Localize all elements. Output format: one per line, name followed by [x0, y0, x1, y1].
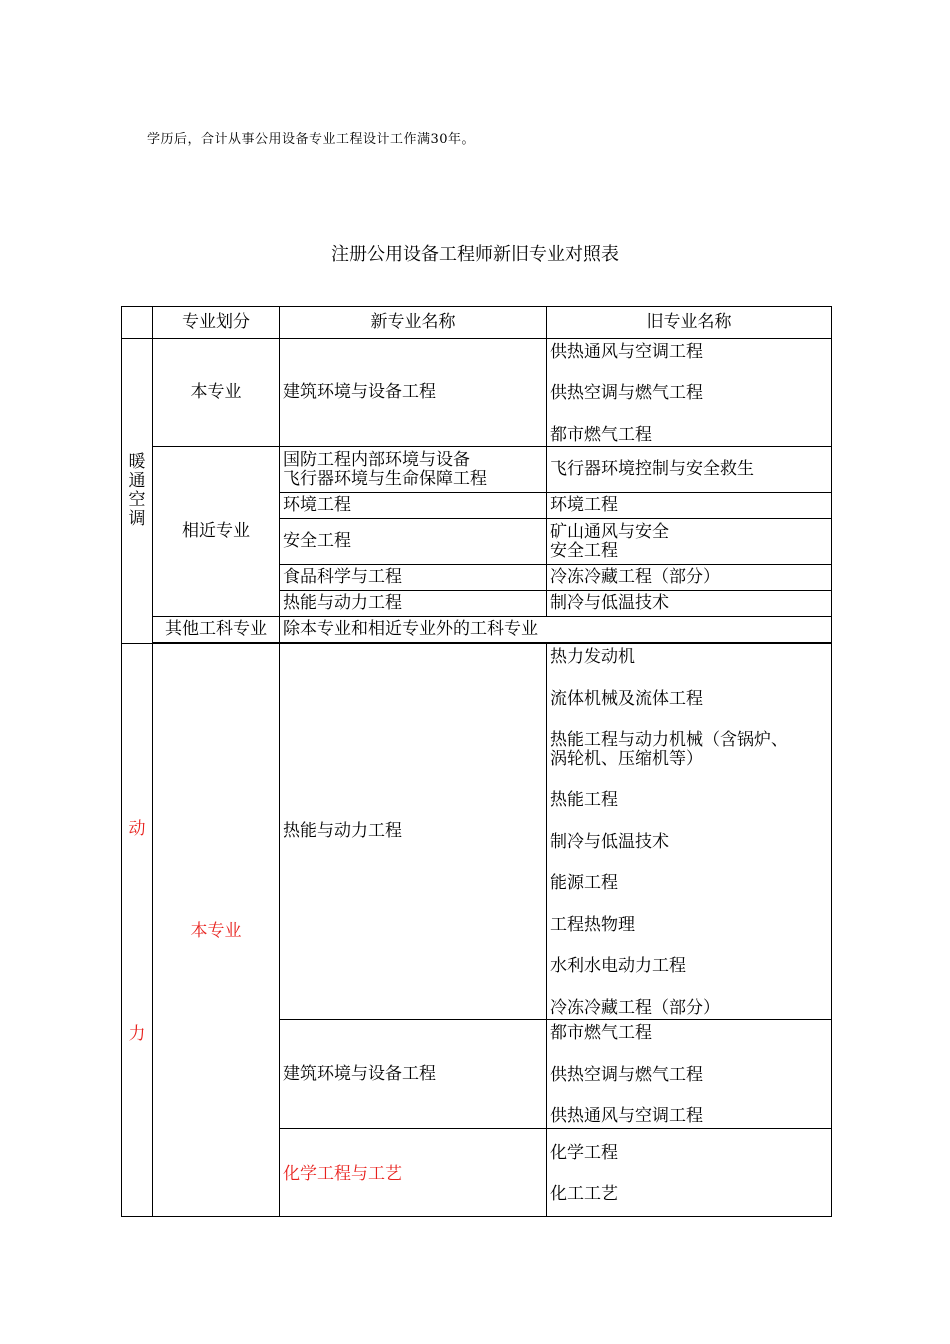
new-name-cell [280, 447, 547, 493]
intro-text: 学历后，合计从事公用设备专业工程设计工作满30年。 [147, 132, 476, 147]
table-header-row [122, 307, 832, 339]
new-name-cell: 建筑环境与设备工程 [280, 339, 547, 447]
table-row [122, 617, 832, 643]
old-name-cell [547, 519, 832, 565]
old-name-item: 工程热物理 [550, 914, 635, 935]
old-name-item: 供热通风与空调工程 [550, 341, 703, 362]
new-name-cell: 化学工程与工艺 [280, 1129, 547, 1217]
old-name-item: 能源工程 [550, 873, 618, 894]
group-power [122, 644, 153, 1217]
group-char: 力 [128, 1024, 146, 1044]
old-name-cell: 制冷与低温技术 [547, 591, 832, 617]
table-row [122, 447, 832, 493]
group-hvac [122, 339, 153, 644]
old-name-item: 冷冻冷藏工程（部分） [550, 997, 720, 1018]
header-new-name: 新专业名称 [280, 307, 547, 339]
old-name-item: 水利水电动力工程 [550, 956, 686, 977]
group-char: 通 [128, 471, 146, 491]
old-name-cell [547, 339, 832, 447]
old-name-item: 供热空调与燃气工程 [550, 1064, 703, 1085]
old-name-line: 安全工程 [550, 540, 618, 561]
division-power-this-major: 本专业 [153, 644, 280, 1217]
old-name-cell [547, 1129, 832, 1217]
header-old-name: 旧专业名称 [547, 307, 832, 339]
new-name-cell: 安全工程 [280, 519, 547, 565]
old-name-item: 都市燃气工程 [550, 1023, 652, 1043]
table-row [122, 644, 832, 1020]
new-name-cell: 热能与动力工程 [280, 644, 547, 1020]
old-name-item: 流体机械及流体工程 [550, 688, 703, 709]
comparison-table [121, 306, 832, 1217]
table-row [122, 339, 832, 447]
group-char: 空 [128, 490, 146, 510]
group-char: 调 [128, 509, 146, 529]
old-name-cell: 飞行器环境控制与安全救生 [547, 447, 832, 493]
header-blank [122, 307, 153, 339]
new-name-line: 飞行器环境与生命保障工程 [283, 468, 487, 489]
other-text-cell: 除本专业和相近专业外的工科专业 [280, 617, 832, 643]
old-name-item: 供热通风与空调工程 [550, 1106, 703, 1126]
division-related: 相近专业 [153, 447, 280, 617]
old-name-item: 热力发动机 [550, 647, 635, 668]
old-name-item: 供热空调与燃气工程 [550, 383, 703, 403]
new-name-cell: 热能与动力工程 [280, 591, 547, 617]
old-name-item: 制冷与低温技术 [550, 831, 669, 852]
new-name-cell: 建筑环境与设备工程 [280, 1020, 547, 1129]
old-name-item: 热能工程与动力机械（含锅炉、 涡轮机、压缩机等） [550, 730, 788, 770]
group-char: 暖 [128, 452, 146, 472]
old-name-cell [547, 644, 832, 1020]
old-name-item: 都市燃气工程 [550, 424, 652, 445]
old-name-cell: 环境工程 [547, 493, 832, 519]
old-name-line: 矿山通风与安全 [550, 521, 669, 542]
old-name-item: 化学工程 [550, 1142, 618, 1163]
new-name-cell: 环境工程 [280, 493, 547, 519]
old-name-cell: 冷冻冷藏工程（部分） [547, 565, 832, 591]
old-name-cell [547, 1020, 832, 1129]
new-name-cell: 食品科学与工程 [280, 565, 547, 591]
division-other: 其他工科专业 [153, 617, 280, 643]
header-division: 专业划分 [153, 307, 280, 339]
old-name-item: 化工工艺 [550, 1184, 618, 1205]
page-title: 注册公用设备工程师新旧专业对照表 [331, 244, 619, 265]
group-char: 动 [128, 819, 146, 839]
old-name-item: 热能工程 [550, 790, 618, 811]
new-name-line: 国防工程内部环境与设备 [283, 449, 470, 470]
division-this-major: 本专业 [153, 339, 280, 447]
